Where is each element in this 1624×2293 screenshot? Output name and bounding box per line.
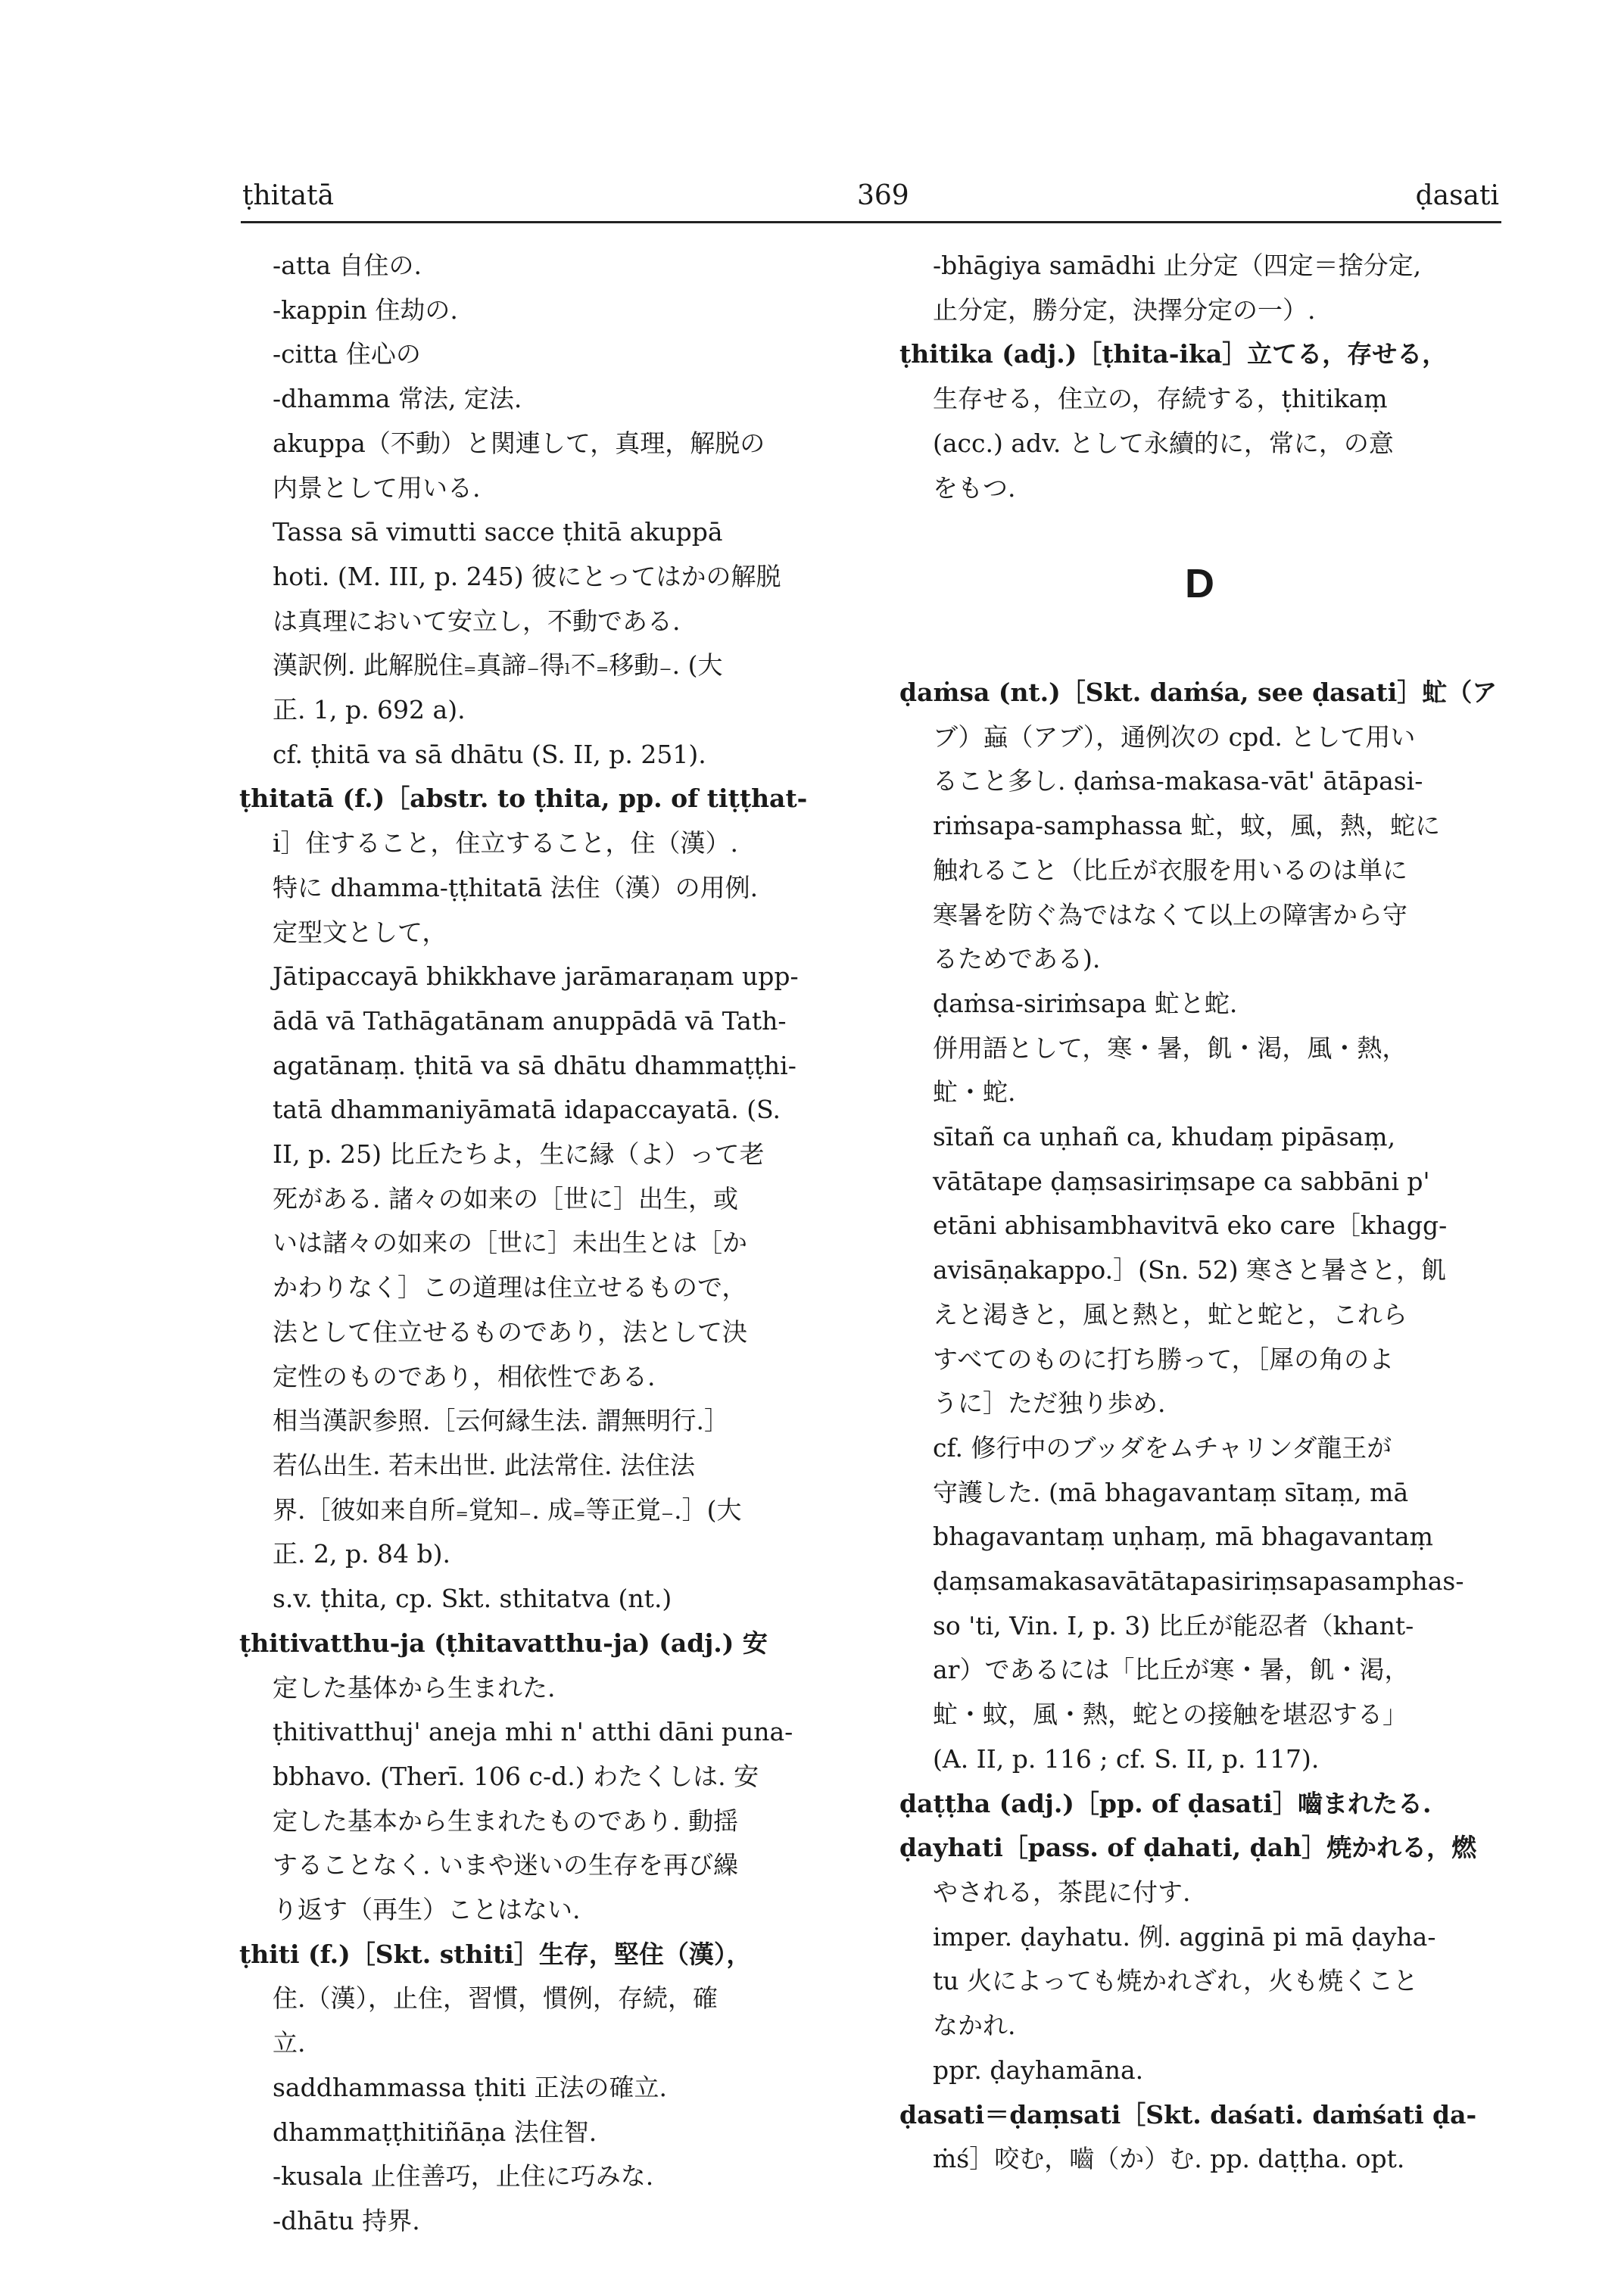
entry-text-line: 立.	[273, 2028, 306, 2058]
entry-text-line: ḍaṃsamakasavātātapasiriṃsapasamphas-	[933, 1566, 1464, 1597]
entry-text-line: riṁsapa-samphassa 虻，蚊，風，熱，蛇に	[933, 811, 1441, 841]
entry-text-line: hoti. (M. III, p. 245) 彼にとってはかの解脱	[273, 561, 781, 591]
entry-text-line: うに］ただ独り歩め.	[933, 1388, 1166, 1419]
entry-text-line: 触れること（比丘が衣服を用いるのは単に	[933, 855, 1407, 885]
entry-text-line: 内景として用いる.	[273, 472, 481, 503]
entry-text-line: 定した基体から生まれた.	[273, 1672, 556, 1703]
entry-text-line: 相当漢訳参照.［云何縁生法. 謂無明行.］	[273, 1406, 729, 1436]
entry-text-line: -kappin 住劫の.	[273, 294, 458, 325]
entry-text-line: することなく. いまや迷いの生存を再び繰	[273, 1850, 738, 1880]
entry-text-line: かわりなく］この道理は住立せるもので，	[273, 1273, 747, 1303]
entry-text-line: ḍaṁsa-siriṁsapa 虻と蛇.	[933, 988, 1238, 1018]
entry-headword-line: ḍaṭṭha (adj.)［pp. of ḍasati］嚙まれたる.	[899, 1788, 1432, 1818]
entry-text-line: 虻・蚊，風・熱，蛇との接触を堪忍する」	[933, 1699, 1407, 1730]
entry-text-line: 定型文として，	[273, 917, 447, 947]
entry-text-line: Jātipaccayā bhikkhave jarāmaraṇam upp-	[273, 961, 799, 992]
entry-text-line: bbhavo. (Therī. 106 c-d.) わたくしは. 安	[273, 1761, 759, 1791]
entry-text-line: agatānaṃ. ṭhitā va sā dhātu dhammaṭṭhi-	[273, 1050, 796, 1080]
entry-text-line: Tassa sā vimutti sacce ṭhitā akuppā	[273, 517, 723, 547]
entry-text-line: 虻・蛇.	[933, 1077, 1016, 1108]
entry-text-line: すべてのものに打ち勝って，［犀の角のよ	[933, 1344, 1395, 1374]
entry-text-line: 正. 1, p. 692 a).	[273, 695, 466, 725]
entry-headword-line: ḍaṁsa (nt.)［Skt. daṁśa, see ḍasati］虻（ア	[899, 678, 1498, 707]
entry-text-line: ṭhitivatthuj' aneja mhi n' atthi dāni puna-	[273, 1717, 793, 1747]
entry-text-line: 死がある. 諸々の如来の［世に］出生，或	[273, 1183, 738, 1213]
entry-headword-line: ṭhitika (adj.)［ṭhita-ika］立てる，存せる，	[899, 339, 1448, 369]
entry-text-line: 漢訳例. 此解脱住₌真諦₋得ₗ不₌移動₋. (大	[273, 650, 723, 681]
entry-text-line: (A. II, p. 116 ; cf. S. II, p. 117).	[933, 1743, 1320, 1774]
header-rule	[241, 221, 1501, 223]
entry-text-line: ṁś］咬む，嚙（か）む. pp. daṭṭha. opt.	[933, 2144, 1405, 2174]
entry-text-line: (acc.) adv. として永續的に，常に，の意	[933, 428, 1394, 458]
entry-text-line: 若仏出生. 若未出世. 此法常住. 法住法	[273, 1450, 695, 1480]
entry-text-line: いは諸々の如来の［世に］未出生とは［か	[273, 1228, 747, 1258]
entry-text-line: ar）であるには「比丘が寒・暑，飢・渇，	[933, 1655, 1410, 1685]
entry-headword-line: ṭhitivatthu-ja (ṭhitavatthu-ja) (adj.) 安	[239, 1628, 768, 1658]
entry-text-line: tu 火によっても焼かれざれ，火も焼くこと	[933, 1966, 1418, 1996]
entry-text-line: 界.［彼如来自所₌覚知₋. 成₌等正覚₋.］(大	[273, 1494, 742, 1525]
entry-text-line: tatā dhammaniyāmatā idapaccayatā. (S.	[273, 1095, 781, 1125]
entry-text-line: avisāṇakappo.］(Sn. 52) 寒さと暑さと，飢	[933, 1255, 1447, 1285]
entry-text-line: -dhātu 持界.	[273, 2205, 420, 2235]
entry-text-line: ブ）蝱（アブ），通例次の cpd. として用い	[933, 721, 1416, 752]
entry-text-line: 法として住立せるものであり，法として決	[273, 1316, 747, 1347]
entry-text-line: ること多し. ḍaṁsa-makasa-vāt' ātāpasi-	[933, 766, 1423, 796]
right-column-bottom	[899, 671, 1505, 2182]
entry-text-line: り返す（再生）ことはない.	[273, 1895, 581, 1925]
entry-text-line: えと渇きと，風と熱と，虻と蛇と，これら	[933, 1299, 1407, 1329]
page-header	[242, 180, 1499, 226]
entry-text-line: cf. 修行中のブッダをムチャリンダ龍王が	[933, 1432, 1392, 1463]
entry-text-line: s.v. ṭhita, cp. Skt. sthitatva (nt.)	[273, 1584, 672, 1614]
entry-text-line: vātātape ḍaṃsasiriṃsape ca sabbāni p'	[933, 1166, 1430, 1196]
entry-text-line: 止分定，勝分定，決擇分定の一）.	[933, 294, 1316, 325]
entry-text-line: so 'ti, Vin. I, p. 3) 比丘が能忍者（khant-	[933, 1610, 1414, 1640]
entry-text-line: 生存せる，住立の，存続する，ṭhitikaṃ	[933, 384, 1388, 414]
entry-text-line: imper. ḍayhatu. 例. agginā pi mā ḍayha-	[933, 1921, 1436, 1952]
left-column	[239, 244, 868, 2244]
entry-text-line: -bhāgiya samādhi 止分定（四定＝捨分定,	[933, 251, 1422, 280]
right-column-top	[899, 244, 1505, 510]
entry-text-line: etāni abhisambhavitvā eko care［khagg-	[933, 1210, 1448, 1241]
entry-text-line: 正. 2, p. 84 b).	[273, 1539, 451, 1569]
entry-text-line: やされる，茶毘に付す.	[933, 1877, 1191, 1907]
entry-headword-line: ḍayhati［pass. of ḍahati, ḍah］焼かれる，燃	[899, 1833, 1477, 1863]
entry-text-line: なかれ.	[933, 2011, 1016, 2041]
entry-text-line: dhammaṭṭhitiñāṇa 法住智.	[273, 2117, 597, 2147]
entry-text-line: 寒暑を防ぐ為ではなくて以上の障害から守	[933, 899, 1407, 930]
entry-text-line: 定した基本から生まれたものであり. 動揺	[273, 1805, 738, 1836]
entry-headword-line: ṭhitatā (f.)［abstr. to ṭhita, pp. of tiṭṭhat-	[239, 784, 808, 814]
entry-text-line: -atta 自住の.	[273, 251, 422, 280]
entry-text-line: は真理において安立し，不動である.	[273, 606, 681, 636]
entry-text-line: をもつ.	[933, 472, 1016, 503]
entry-text-line: -kusala 止住善巧，止住に巧みな.	[273, 2161, 654, 2192]
entry-text-line: sītañ ca uṇhañ ca, khudaṃ pipāsaṃ,	[933, 1122, 1396, 1152]
entry-text-line: 併用語として，寒・暑，飢・渇，風・熱，	[933, 1033, 1407, 1063]
entry-text-line: saddhammassa ṭhiti 正法の確立.	[273, 2072, 667, 2102]
entry-text-line: bhagavantaṃ uṇhaṃ, mā bhagavantaṃ	[933, 1522, 1433, 1552]
entry-text-line: -dhamma 常法, 定法.	[273, 384, 522, 414]
entry-headword-line: ḍasati＝ḍaṃsati［Skt. daśati. daṁśati ḍa-	[899, 2099, 1477, 2129]
section-letter: D	[1185, 561, 1214, 606]
entry-text-line: 守護した. (mā bhagavantaṃ sītaṃ, mā	[933, 1477, 1409, 1507]
page-number: 369	[857, 180, 909, 211]
entry-text-line: -citta 住心の	[273, 339, 421, 369]
entry-text-line: i］住すること，住立すること，住（漢）.	[273, 828, 739, 858]
entry-text-line: II, p. 25) 比丘たちよ，生に縁（よ）って老	[273, 1139, 765, 1170]
entry-text-line: 特に dhamma-ṭṭhitatā 法住（漢）の用例.	[273, 872, 759, 902]
entry-headword-line: ṭhiti (f.)［Skt. sthiti］生存，堅住（漢），	[239, 1939, 752, 1969]
entry-text-line: 定性のものであり，相依性である.	[273, 1361, 656, 1391]
running-head-left: ṭhitatā	[242, 180, 335, 211]
entry-text-line: akuppa（不動）と関連して，真理，解脱の	[273, 428, 765, 458]
entry-text-line: ādā vā Tathāgatānam anuppādā vā Tath-	[273, 1005, 787, 1036]
entry-text-line: るためである).	[933, 944, 1101, 974]
entry-text-line: cf. ṭhitā va sā dhātu (S. II, p. 251).	[273, 739, 706, 769]
entry-text-line: 住.（漢），止住，習慣，慣例，存続，確	[273, 1983, 718, 2014]
entry-text-line: ppr. ḍayhamāna.	[933, 2055, 1144, 2085]
running-head-right: ḍasati	[1415, 180, 1499, 211]
